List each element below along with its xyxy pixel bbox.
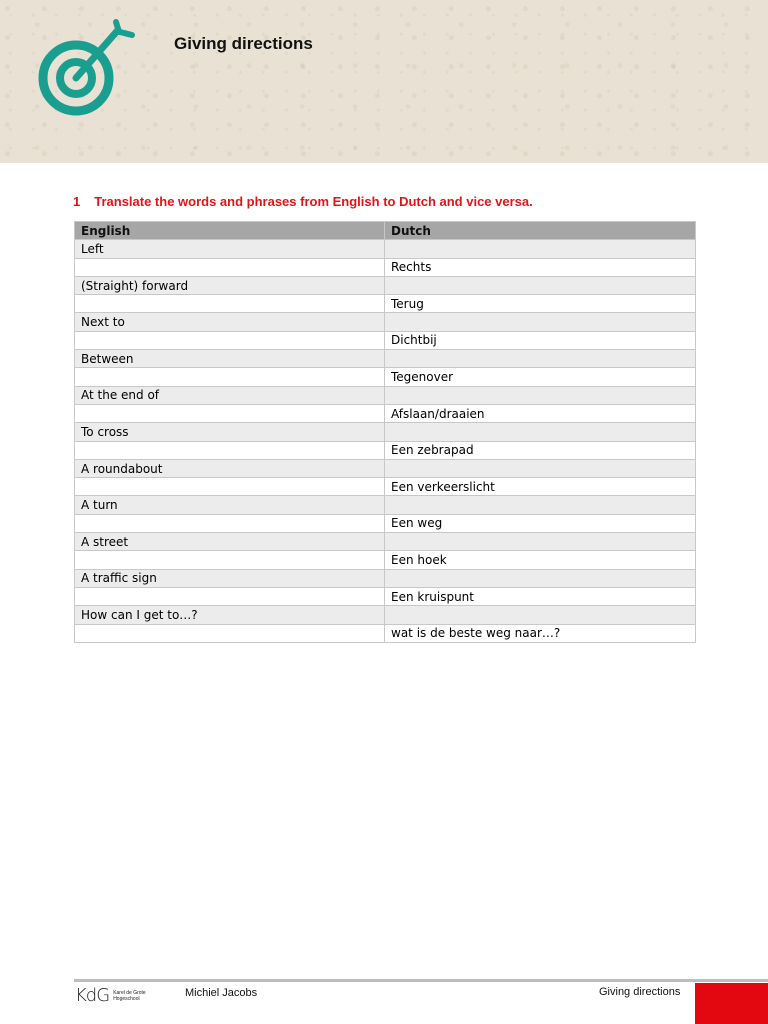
vocabulary-table	[74, 221, 696, 643]
dutch-cell[interactable]	[385, 313, 696, 331]
table-row	[75, 606, 696, 624]
dutch-cell[interactable]: Rechts	[385, 258, 696, 276]
dutch-cell[interactable]	[385, 533, 696, 551]
dutch-cell[interactable]: Terug	[385, 295, 696, 313]
dutch-cell[interactable]: Een kruispunt	[385, 587, 696, 605]
footer-accent-block	[695, 983, 768, 1024]
dutch-cell[interactable]: Een zebrapad	[385, 441, 696, 459]
exercise-number: 1	[73, 194, 81, 209]
english-cell[interactable]	[75, 441, 385, 459]
english-cell[interactable]: Left	[75, 240, 385, 258]
english-cell[interactable]	[75, 368, 385, 386]
table-row	[75, 258, 696, 276]
dutch-cell[interactable]	[385, 606, 696, 624]
table-row	[75, 368, 696, 386]
english-cell[interactable]: A turn	[75, 496, 385, 514]
exercise-text: Translate the words and phrases from English to Dutch and vice versa.	[94, 194, 533, 209]
english-cell[interactable]: A traffic sign	[75, 569, 385, 587]
table-row	[75, 295, 696, 313]
dutch-cell[interactable]: Tegenover	[385, 368, 696, 386]
column-header-dutch: Dutch	[385, 222, 696, 240]
exercise-instruction	[73, 194, 533, 209]
footer-title: Giving directions	[599, 986, 681, 998]
english-cell[interactable]	[75, 624, 385, 642]
english-cell[interactable]: How can I get to…?	[75, 606, 385, 624]
english-cell[interactable]: A street	[75, 533, 385, 551]
table-row	[75, 313, 696, 331]
english-cell[interactable]: A roundabout	[75, 459, 385, 477]
table-row	[75, 551, 696, 569]
dutch-cell[interactable]	[385, 496, 696, 514]
table-row	[75, 624, 696, 642]
table-row	[75, 386, 696, 404]
table-row	[75, 404, 696, 422]
dutch-cell[interactable]: wat is de beste weg naar…?	[385, 624, 696, 642]
footer-divider	[74, 979, 768, 982]
dutch-cell[interactable]	[385, 386, 696, 404]
dutch-cell[interactable]	[385, 423, 696, 441]
table-row	[75, 496, 696, 514]
kdg-logo-mark: KdG	[75, 985, 110, 1006]
kdg-logo-text	[113, 990, 157, 1002]
table-row	[75, 423, 696, 441]
english-cell[interactable]	[75, 551, 385, 569]
dutch-cell[interactable]	[385, 240, 696, 258]
kdg-logo-line1: Karel de Grote	[113, 989, 146, 996]
dutch-cell[interactable]: Dichtbij	[385, 331, 696, 349]
table-row	[75, 276, 696, 294]
english-cell[interactable]: At the end of	[75, 386, 385, 404]
table-row	[75, 240, 696, 258]
dutch-cell[interactable]: Een weg	[385, 514, 696, 532]
table-row	[75, 350, 696, 368]
table-row	[75, 441, 696, 459]
table-row	[75, 478, 696, 496]
target-logo-icon	[36, 18, 136, 118]
table-body	[75, 240, 696, 643]
document-title: Giving directions	[174, 34, 313, 53]
column-header-english: English	[75, 222, 385, 240]
dutch-cell[interactable]	[385, 276, 696, 294]
english-cell[interactable]: Between	[75, 350, 385, 368]
english-cell[interactable]	[75, 331, 385, 349]
table-row	[75, 331, 696, 349]
english-cell[interactable]	[75, 295, 385, 313]
dutch-cell[interactable]	[385, 459, 696, 477]
kdg-logo	[75, 985, 157, 1006]
english-cell[interactable]	[75, 478, 385, 496]
table-row	[75, 587, 696, 605]
table-row	[75, 569, 696, 587]
table-row	[75, 459, 696, 477]
dutch-cell[interactable]	[385, 569, 696, 587]
table-row	[75, 533, 696, 551]
kdg-logo-line2: Hogeschool	[113, 995, 140, 1002]
dutch-cell[interactable]: Een hoek	[385, 551, 696, 569]
dutch-cell[interactable]	[385, 350, 696, 368]
table-row	[75, 514, 696, 532]
dutch-cell[interactable]: Een verkeerslicht	[385, 478, 696, 496]
english-cell[interactable]	[75, 587, 385, 605]
english-cell[interactable]: (Straight) forward	[75, 276, 385, 294]
english-cell[interactable]	[75, 404, 385, 422]
header-band	[0, 0, 768, 163]
footer-author: Michiel Jacobs	[185, 987, 258, 999]
english-cell[interactable]: To cross	[75, 423, 385, 441]
english-cell[interactable]	[75, 258, 385, 276]
table-header-row	[75, 222, 696, 240]
dutch-cell[interactable]: Afslaan/draaien	[385, 404, 696, 422]
english-cell[interactable]	[75, 514, 385, 532]
english-cell[interactable]: Next to	[75, 313, 385, 331]
